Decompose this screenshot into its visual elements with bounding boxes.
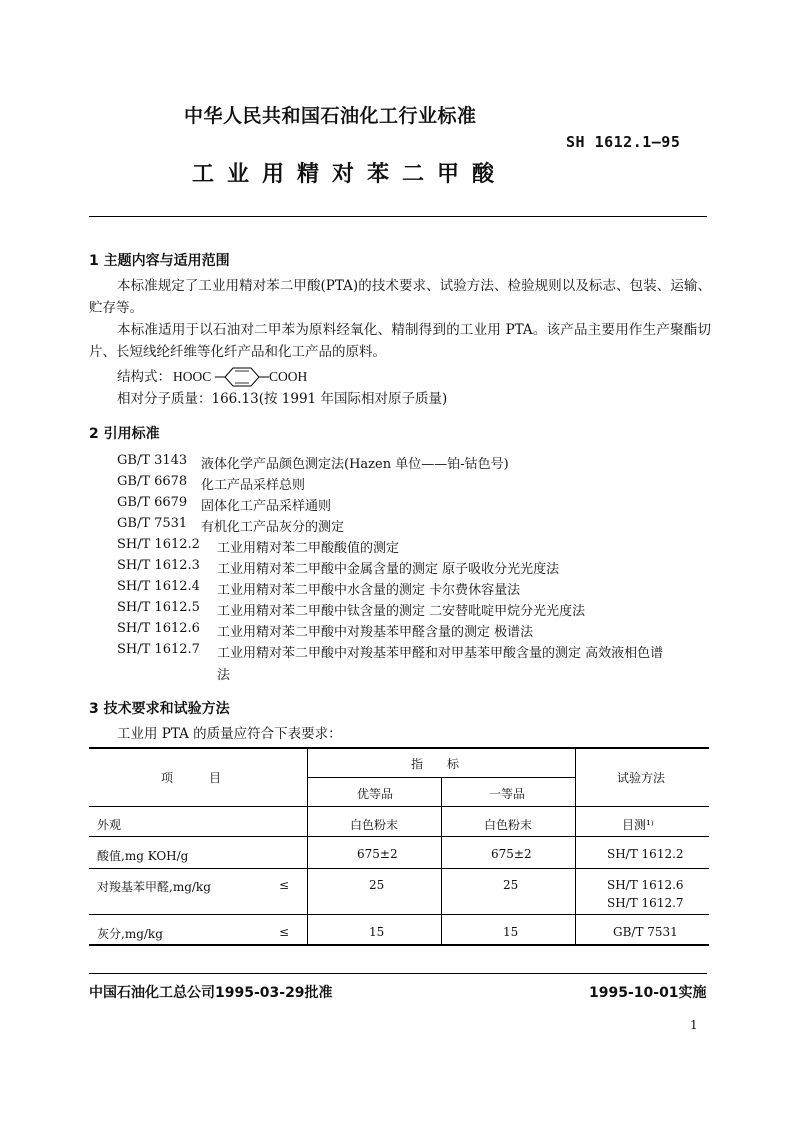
- section-1-paragraph-2: 本标准适用于以石油对二甲苯为原料经氧化、精制得到的工业用 PTA。该产品主要用作生产聚酯切片、长短线纶纤维等化纤产品和化工产品的原料。: [89, 322, 711, 360]
- reference-title: 工业用精对苯二甲酸酸值的测定: [217, 541, 400, 556]
- benzene-ring-icon: [215, 366, 269, 388]
- table-cell-premium: 15: [369, 925, 385, 939]
- table-rule: [89, 868, 709, 869]
- table-cell-first: 15: [503, 925, 519, 939]
- formula-left-group: HOOC: [173, 369, 212, 384]
- footer-divider: [89, 973, 707, 974]
- reference-code: GB/T 7531: [117, 516, 188, 531]
- quality-requirements-table: [89, 747, 709, 945]
- reference-title: 有机化工产品灰分的测定: [201, 520, 345, 535]
- table-rule: [89, 836, 709, 837]
- table-cell-method: 目测¹⁾: [622, 818, 654, 832]
- reference-title: 工业用精对苯二甲酸中金属含量的测定 原子吸收分光光度法: [217, 562, 560, 577]
- table-cell-limit-symbol: ≤: [279, 925, 290, 939]
- table-cell-first: 25: [503, 878, 519, 892]
- reference-code: SH/T 1612.6: [117, 621, 200, 636]
- document-title: 工业用精对苯二甲酸: [192, 162, 508, 187]
- reference-code: GB/T 3143: [117, 453, 188, 468]
- reference-title: 工业用精对苯二甲酸中对羧基苯甲醛含量的测定 极谱法: [217, 625, 534, 640]
- table-header-grade-first: 一等品: [489, 787, 526, 801]
- table-rule: [89, 944, 709, 946]
- header-divider: [89, 216, 707, 217]
- reference-code: GB/T 6679: [117, 495, 188, 510]
- table-cell-first: 白色粉末: [484, 818, 533, 832]
- table-cell-item: 外观: [97, 818, 122, 832]
- formula-label: 结构式：: [117, 369, 171, 385]
- page-number: 1: [690, 1018, 698, 1032]
- reference-title: 工业用精对苯二甲酸中水含量的测定 卡尔费休容量法: [217, 583, 521, 598]
- reference-title-continued: 法: [217, 668, 231, 683]
- reference-title: 固体化工产品采样通则: [201, 499, 332, 514]
- table-cell-item: 对羧基苯甲醛,mg/kg: [97, 880, 211, 894]
- table-header-grade-premium: 优等品: [357, 787, 394, 801]
- section-3-heading: 3 技术要求和试验方法: [89, 701, 230, 717]
- table-rule: [89, 914, 709, 915]
- standard-code: SH 1612.1—95: [566, 133, 681, 151]
- section-1-paragraph-1: 本标准规定了工业用精对苯二甲酸(PTA)的技术要求、试验方法、检验规则以及标志、包装、运输、贮存等。: [89, 278, 711, 316]
- table-cell-first: 675±2: [491, 847, 532, 861]
- table-header-method: 试验方法: [617, 771, 666, 785]
- reference-title: 液体化学产品颜色测定法(Hazen 单位——铂-钴色号): [201, 457, 509, 472]
- table-cell-premium: 25: [369, 878, 385, 892]
- section-1-heading: 1 主题内容与适用范围: [89, 253, 230, 269]
- table-rule: [89, 806, 709, 807]
- standard-series-title: 中华人民共和国石油化工行业标准: [184, 105, 477, 127]
- reference-title: 化工产品采样总则: [201, 478, 306, 493]
- table-rule: [89, 747, 709, 749]
- table-cell-premium: 白色粉末: [350, 818, 399, 832]
- reference-code: GB/T 6678: [117, 474, 188, 489]
- table-header-item: 项 目: [161, 771, 222, 785]
- table-cell-limit-symbol: ≤: [279, 878, 290, 892]
- reference-title: 工业用精对苯二甲酸中对羧基苯甲醛和对甲基苯甲酸含量的测定 高效液相色谱: [217, 646, 664, 661]
- reference-code: SH/T 1612.2: [117, 537, 200, 552]
- reference-code: SH/T 1612.3: [117, 558, 200, 573]
- table-rule: [307, 747, 308, 945]
- section-3-intro: 工业用 PTA 的质量应符合下表要求：: [117, 726, 342, 742]
- section-2-heading: 2 引用标准: [89, 426, 160, 442]
- table-cell-method: SH/T 1612.2: [607, 847, 684, 861]
- approval-info: 中国石油化工总公司1995-03-29批准: [89, 985, 333, 1001]
- table-cell-method: SH/T 1612.6: [607, 878, 684, 892]
- reference-code: SH/T 1612.4: [117, 579, 200, 594]
- table-cell-premium: 675±2: [357, 847, 398, 861]
- reference-code: SH/T 1612.7: [117, 642, 200, 657]
- table-cell-method-secondary: SH/T 1612.7: [607, 896, 684, 910]
- table-cell-item: 灰分,mg/kg: [97, 927, 163, 941]
- formula-right-group: COOH: [269, 369, 308, 384]
- table-cell-method: GB/T 7531: [613, 925, 678, 939]
- table-rule: [441, 777, 442, 945]
- molecular-mass: 相对分子质量：166.13(按 1991 年国际相对原子质量): [117, 391, 448, 407]
- table-cell-item: 酸值,mg KOH/g: [97, 849, 189, 863]
- effective-date: 1995-10-01实施: [589, 985, 707, 1001]
- table-rule: [575, 747, 576, 945]
- reference-code: SH/T 1612.5: [117, 600, 200, 615]
- table-header-index: 指 标: [411, 757, 460, 771]
- reference-title: 工业用精对苯二甲酸中钛含量的测定 二安替吡啶甲烷分光光度法: [217, 604, 586, 619]
